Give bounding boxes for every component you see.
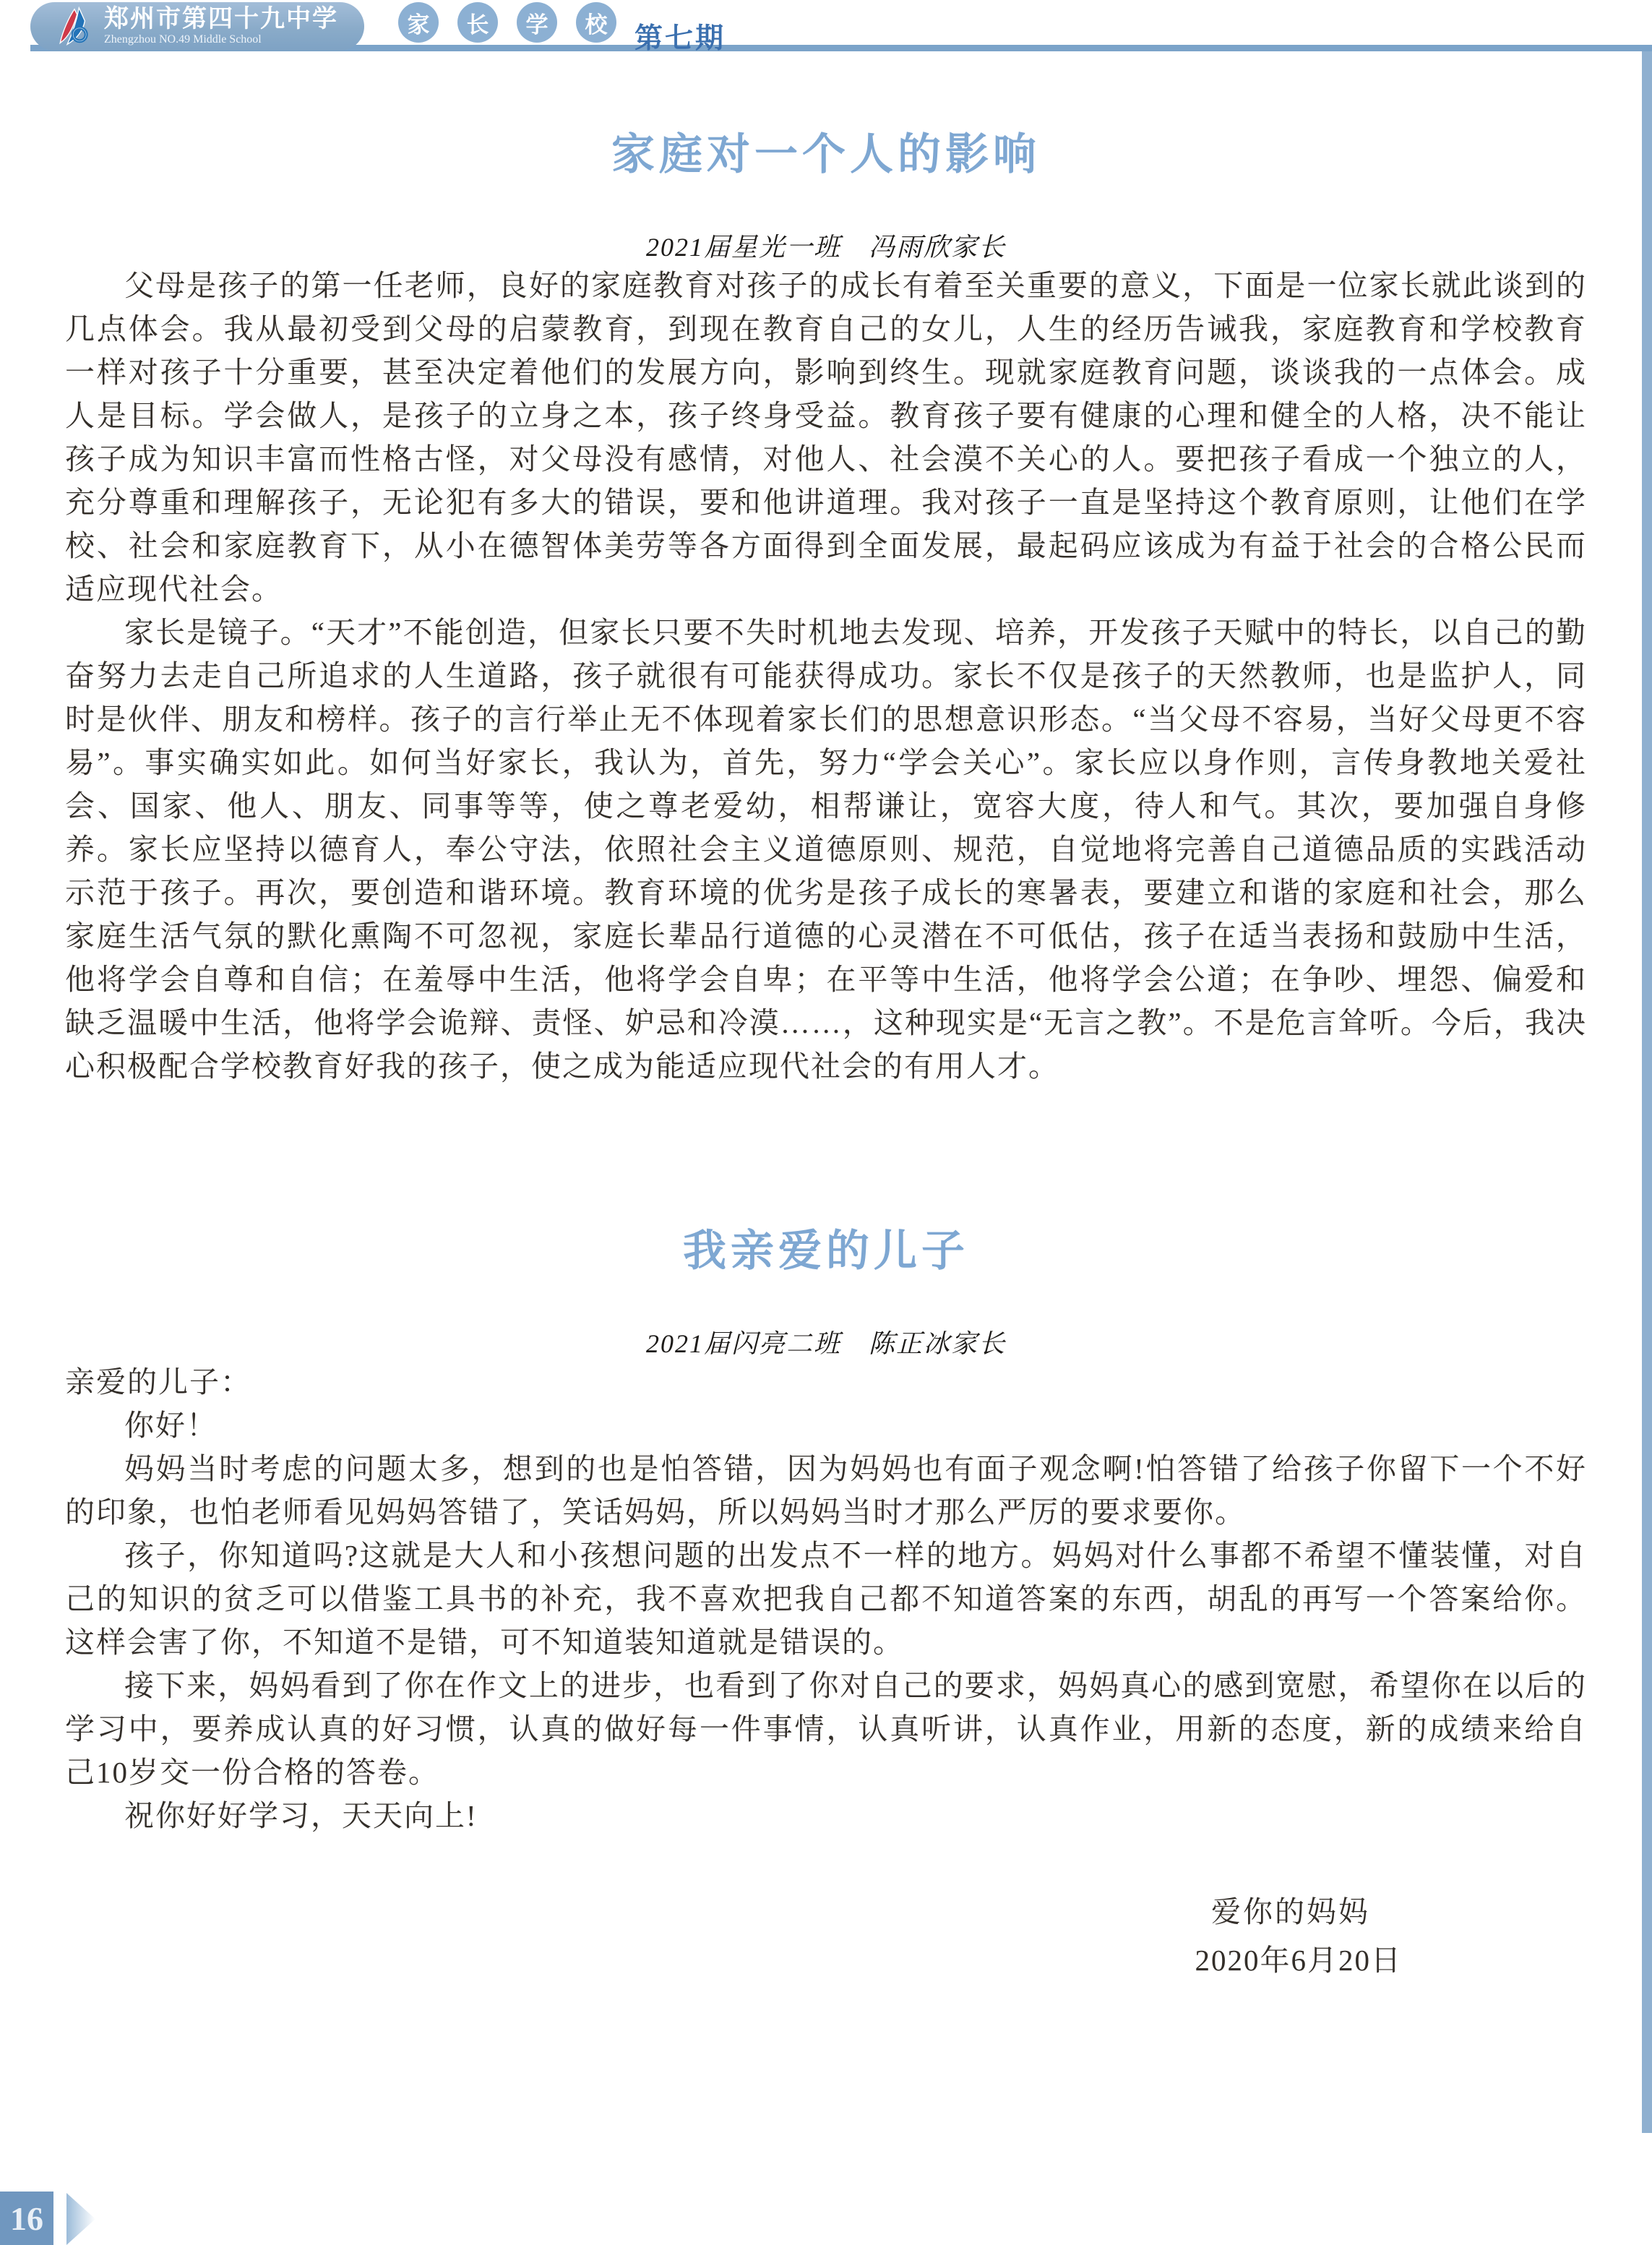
banner-char-zhang: 长: [457, 2, 498, 43]
letter-salutation: 亲爱的儿子：: [65, 1365, 251, 1399]
letter-signature: 爱你的妈妈: [1211, 1895, 1370, 1928]
school-logo-icon: [55, 7, 94, 47]
banner-char-xue: 学: [517, 2, 557, 43]
article-family-influence: [65, 129, 1587, 1088]
footer-arrow-icon: [66, 2193, 95, 2245]
page-number-box: [0, 2192, 53, 2245]
article-title: 我亲爱的儿子: [683, 1227, 969, 1275]
page-content: [65, 108, 1587, 1979]
page-edge-bar: [1642, 51, 1652, 2133]
issue-label: 第七期: [634, 23, 726, 54]
school-banner: [30, 2, 364, 51]
article-byline: 2021届星光一班 冯雨欣家长: [645, 233, 1006, 262]
school-name-block: [104, 7, 338, 46]
banner-char-xiao: 校: [576, 2, 616, 43]
article-dear-son: [65, 1225, 1587, 1979]
article-title: 家庭对一个人的影响: [611, 131, 1041, 179]
letter-greeting: 你好！: [124, 1409, 218, 1442]
letter-paragraph: 接下来，妈妈看到了你在作文上的进步，也看到了你对自己的要求，妈妈真心的感到宽慰，希望你在以后的学习中，要养成认真的好习惯，认真的做好每一件事情，认真听讲，认真作业，用新的态度，新的成绩来给自己10岁交一份合格的答卷。: [65, 1669, 1587, 1789]
article-paragraph: 家长是镜子。“天才”不能创造，但家长只要不失时机地去发现、培养，开发孩子天赋中的特长，以自己的勤奋努力去走自己所追求的人生道路，孩子就很有可能获得成功。家长不仅是孩子的天然教师，也是监护人，同时是伙伴、朋友和榜样。孩子的言行举止无不体现着家长们的思想意识形态。“当父母不容易，当好父母更不容易”。事实确实如此。如何当好家长，我认为，首先，努力“学会关心”。家长应以身作则，言传身教地关爱社会、国家、他人、朋友、同事等等，使之尊老爱幼，相帮谦让，宽容大度，待人和气。其次，要加强自身修养。家长应坚持以德育人，奉公守法，依照社会主义道德原则、规范，自觉地将完善自己道德品质的实践活动示范于孩子。再次，要创造和谐环境。教育环境的优劣是孩子成长的寒暑表，要建立和谐的家庭和社会，那么家庭生活气氛的默化熏陶不可忽视，家庭长辈品行道德的心灵潜在不可低估，孩子在适当表扬和鼓励中生活，他将学会自尊和自信；在羞辱中生活，他将学会自卑；在平等中生活，他将学会公道；在争吵、埋怨、偏爱和缺乏温暖中生活，他将学会诡辩、责怪、妒忌和冷漠……，这种现实是“无言之教”。不是危言耸听。今后，我决心积极配合学校教育好我的孩子，使之成为能适应现代社会的有用人才。: [65, 616, 1587, 1083]
letter-paragraph: 妈妈当时考虑的问题太多，想到的也是怕答错，因为妈妈也有面子观念啊!怕答错了给孩子你留下一个不好的印象，也怕老师看见妈妈答错了，笑话妈妈，所以妈妈当时才那么严厉的要求要你。: [65, 1452, 1587, 1529]
banner-char-jia: 家: [398, 2, 439, 43]
article-paragraph: 父母是孩子的第一任老师，良好的家庭教育对孩子的成长有着至关重要的意义，下面是一位家长就此谈到的几点体会。我从最初受到父母的启蒙教育，到现在教育自己的女儿，人生的经历告诫我，家庭教育和学校教育一样对孩子十分重要，甚至决定着他们的发展方向，影响到终生。现就家庭教育问题，谈谈我的一点体会。成人是目标。学会做人，是孩子的立身之本，孩子终身受益。教育孩子要有健康的心理和健全的人格，决不能让孩子成为知识丰富而性格古怪，对父母没有感情，对他人、社会漠不关心的人。要把孩子看成一个独立的人，充分尊重和理解孩子，无论犯有多大的错误，要和他讲道理。我对孩子一直是坚持这个教育原则，让他们在学校、社会和家庭教育下，从小在德智体美劳等各方面得到全面发展，最起码应该成为有益于社会的合格公民而适应现代社会。: [65, 269, 1587, 606]
letter-wish: 祝你好好学习，天天向上!: [124, 1799, 478, 1832]
letter-date: 2020年6月20日: [1195, 1944, 1402, 1977]
page-number: 16: [10, 2199, 43, 2237]
school-name-en: Zhengzhou NO.49 Middle School: [104, 33, 262, 46]
letter-paragraph: 孩子，你知道吗?这就是大人和小孩想问题的出发点不一样的地方。妈妈对什么事都不希望不懂装懂，对自己的知识的贫乏可以借鉴工具书的补充，我不喜欢把我自己都不知道答案的东西，胡乱的再写一个答案给你。这样会害了你，不知道不是错，可不知道装知道就是错误的。: [65, 1539, 1587, 1659]
article-byline: 2021届闪亮二班 陈正冰家长: [645, 1329, 1006, 1358]
school-name-zh: 郑州市第四十九中学: [104, 5, 338, 33]
